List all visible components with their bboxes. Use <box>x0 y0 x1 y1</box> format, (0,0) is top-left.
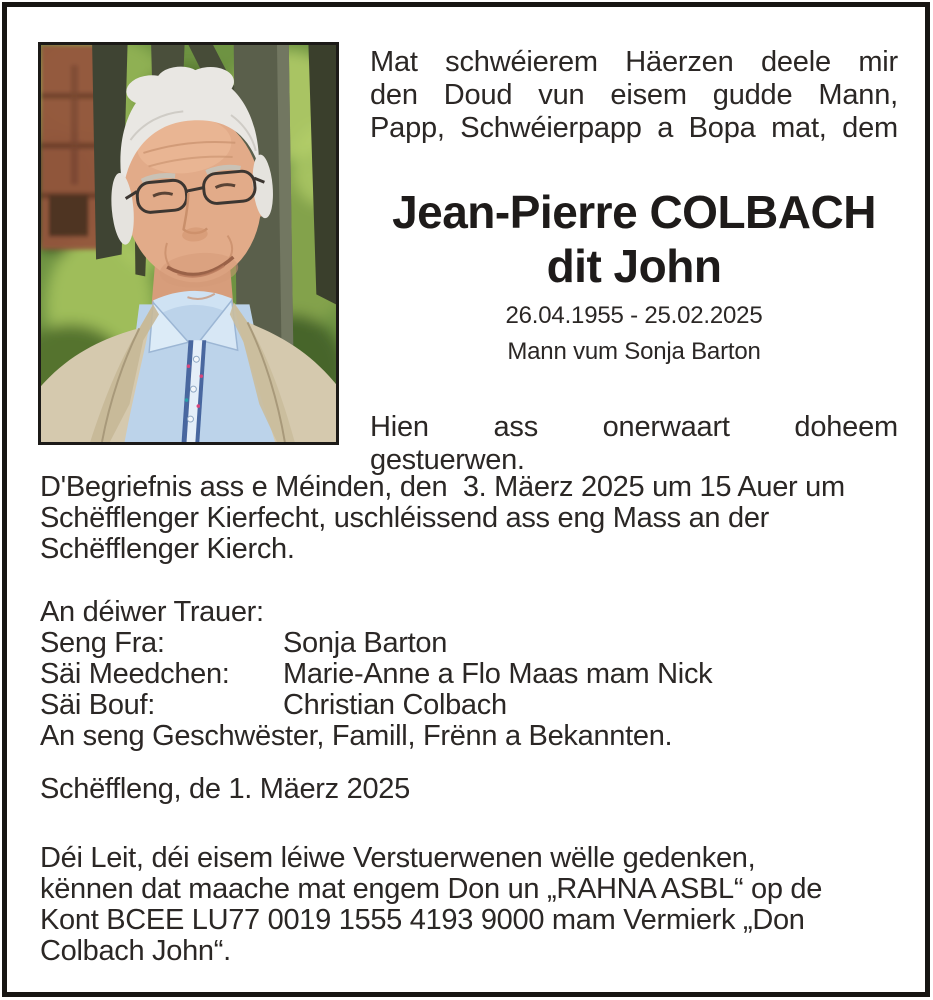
life-dates: 26.04.1955 - 25.02.2025 <box>505 302 763 329</box>
text-line: gestuerwen. <box>370 444 525 476</box>
place-date-line <box>40 774 898 805</box>
mourner-row <box>40 628 898 659</box>
deceased-name <box>370 185 898 293</box>
text-line: Kont BCEE LU77 0019 1555 4193 9000 mam Vermierk „Don <box>40 904 805 936</box>
donation-paragraph <box>40 843 898 967</box>
mourner-row <box>40 659 898 690</box>
deceased-name-line1: Jean-Pierre COLBACH <box>392 186 876 238</box>
funeral-paragraph <box>40 472 898 565</box>
relation-line: Mann vum Sonja Barton <box>507 338 761 365</box>
text-line: Colbach John“. <box>40 935 231 967</box>
text-line: den Doud vun eisem gudde Mann, <box>370 79 898 111</box>
mourner-value: Sonja Barton <box>283 627 448 659</box>
text-line: Déi Leit, déi eisem léiwe Verstuerwenen wëlle gedenken, <box>40 842 756 874</box>
portrait-photo <box>38 42 339 445</box>
death-paragraph <box>370 411 898 477</box>
portrait-scene <box>41 45 336 442</box>
mourner-value: Christian Colbach <box>283 689 507 721</box>
mourner-label: Säi Meedchen: <box>40 658 230 690</box>
intro-paragraph <box>370 46 898 145</box>
mourning-footer: An seng Geschwëster, Famill, Frënn a Bekannten. <box>40 720 673 752</box>
mourning-header: An déiwer Trauer: <box>40 596 264 628</box>
text-line: kënnen dat maache mat engem Don un „RAHNA ASBL“ op de <box>40 873 823 905</box>
text-line: Mat schwéierem Häerzen deele mir <box>370 46 898 78</box>
text-line: Hien ass onerwaart doheem <box>370 411 898 443</box>
mourner-label: Säi Bouf: <box>40 689 155 721</box>
text-line: Schëfflenger Kierfecht, uschléissend ass eng Mass an der <box>40 502 770 534</box>
mourning-section <box>40 597 898 752</box>
mourner-row <box>40 690 898 721</box>
text-line: Papp, Schwéierpapp a Bopa mat, dem <box>370 112 898 144</box>
mourner-value: Marie-Anne a Flo Maas mam Nick <box>283 658 713 690</box>
text-line: D'Begriefnis ass e Méinden, den 3. Mäerz 2025 um 15 Auer um <box>40 471 845 503</box>
details-section <box>40 472 898 967</box>
text-line: Schëffleng, de 1. Mäerz 2025 <box>40 773 410 805</box>
intro-section <box>370 46 898 477</box>
deceased-name-line2: dit John <box>546 240 722 292</box>
mourner-label: Seng Fra: <box>40 627 165 659</box>
text-line: Schëfflenger Kierch. <box>40 533 295 565</box>
